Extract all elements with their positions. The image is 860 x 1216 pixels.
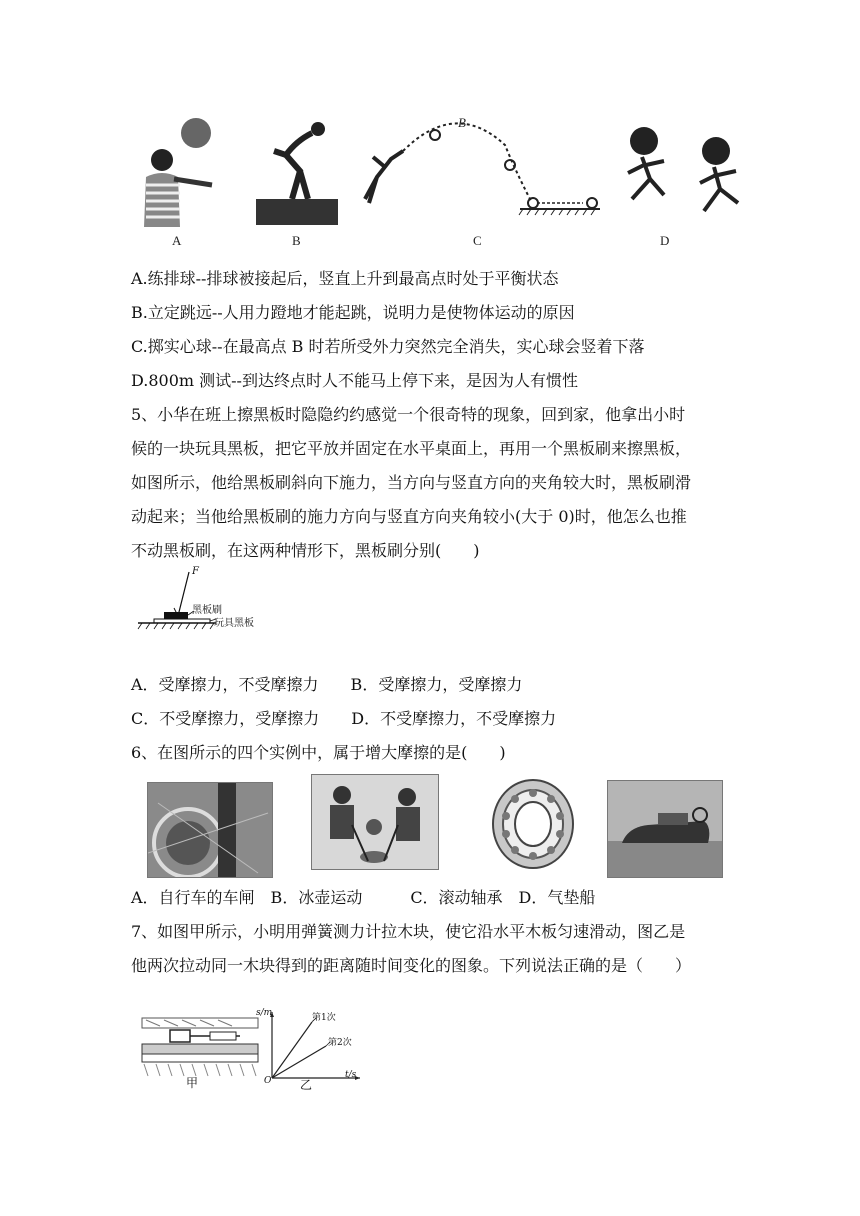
- line-2-label: 第2次: [328, 1038, 352, 1048]
- shot-put-image: [355, 115, 605, 220]
- blackboard-brush-diagram: [136, 566, 226, 632]
- figure-label-b: B: [292, 233, 301, 248]
- point-b-label: B: [458, 115, 466, 130]
- curling-image: [311, 774, 439, 870]
- volleyball-player-image: [134, 115, 224, 227]
- q6-question: 6、在图所示的四个实例中，属于增大摩擦的是( ): [131, 743, 506, 762]
- rolling-bearing-image: [488, 776, 578, 872]
- origin-label: O: [264, 1076, 272, 1086]
- figure-yi-label: 乙: [300, 1078, 313, 1092]
- board-label: 玩具黑板: [214, 618, 254, 629]
- q5-line-2: 候的一块玩具黑板，把它平放并固定在水平桌面上，再用一个黑板刷来擦黑板，: [131, 439, 692, 458]
- q6-options: A．自行车的车闸 B．冰壶运动 C．滚动轴承 D．气垫船: [131, 888, 596, 907]
- q4-figure: [130, 115, 760, 255]
- q5-line-1: 5、小华在班上擦黑板时隐隐约约感觉一个很奇特的现象，回到家，他拿出小时: [131, 405, 686, 424]
- hovercraft-image: [607, 780, 723, 878]
- q4-option-b: B.立定跳远--人用力蹬地才能起跳，说明力是使物体运动的原因: [131, 303, 575, 322]
- figure-label-c: C: [473, 233, 482, 248]
- bicycle-brake-image: [147, 782, 273, 878]
- y-axis-label: s/m: [256, 1008, 273, 1018]
- q7-line-2: 他两次拉动同一木块得到的距离随时间变化的图象。下列说法正确的是（ ）: [131, 956, 692, 975]
- brush-label: 黑板刷: [192, 605, 222, 616]
- runners-image: [620, 121, 755, 221]
- figure-label-d: D: [660, 233, 670, 248]
- q5-line-5: 不动黑板刷，在这两种情形下，黑板刷分别( ): [131, 541, 480, 560]
- q5-options-row-1: A．受摩擦力，不受摩擦力 B．受摩擦力，受摩擦力: [131, 675, 523, 694]
- line-1-label: 第1次: [312, 1013, 336, 1023]
- q7-line-1: 7、如图甲所示，小明用弹簧测力计拉木块，使它沿水平木板匀速滑动，图乙是: [131, 922, 686, 941]
- q5-line-4: 动起来；当他给黑板刷的施力方向与竖直方向夹角较小(大于 0)时，他怎么也推: [131, 507, 687, 526]
- spring-scale-setup-image: [140, 1016, 260, 1078]
- x-axis-label: t/s: [345, 1070, 357, 1080]
- q5-line-3: 如图所示，他给黑板刷斜向下施力，当方向与竖直方向的夹角较大时，黑板刷滑: [131, 473, 692, 492]
- q5-options-row-2: C．不受摩擦力，受摩擦力 D．不受摩擦力，不受摩擦力: [131, 709, 557, 728]
- long-jump-image: [256, 115, 338, 227]
- figure-label-a: A: [172, 233, 182, 248]
- figure-jia-label: 甲: [186, 1076, 199, 1090]
- force-label: F: [192, 566, 199, 577]
- q4-option-d: D.800m 测试--到达终点时人不能马上停下来，是因为人有惯性: [131, 371, 578, 390]
- q5-figure: [136, 566, 276, 636]
- q4-option-c: C.掷实心球--在最高点 B 时若所受外力突然完全消失，实心球会竖着下落: [131, 337, 645, 356]
- q7-figure: [140, 1008, 365, 1093]
- q4-option-a: A.练排球--排球被接起后，竖直上升到最高点时处于平衡状态: [131, 269, 559, 288]
